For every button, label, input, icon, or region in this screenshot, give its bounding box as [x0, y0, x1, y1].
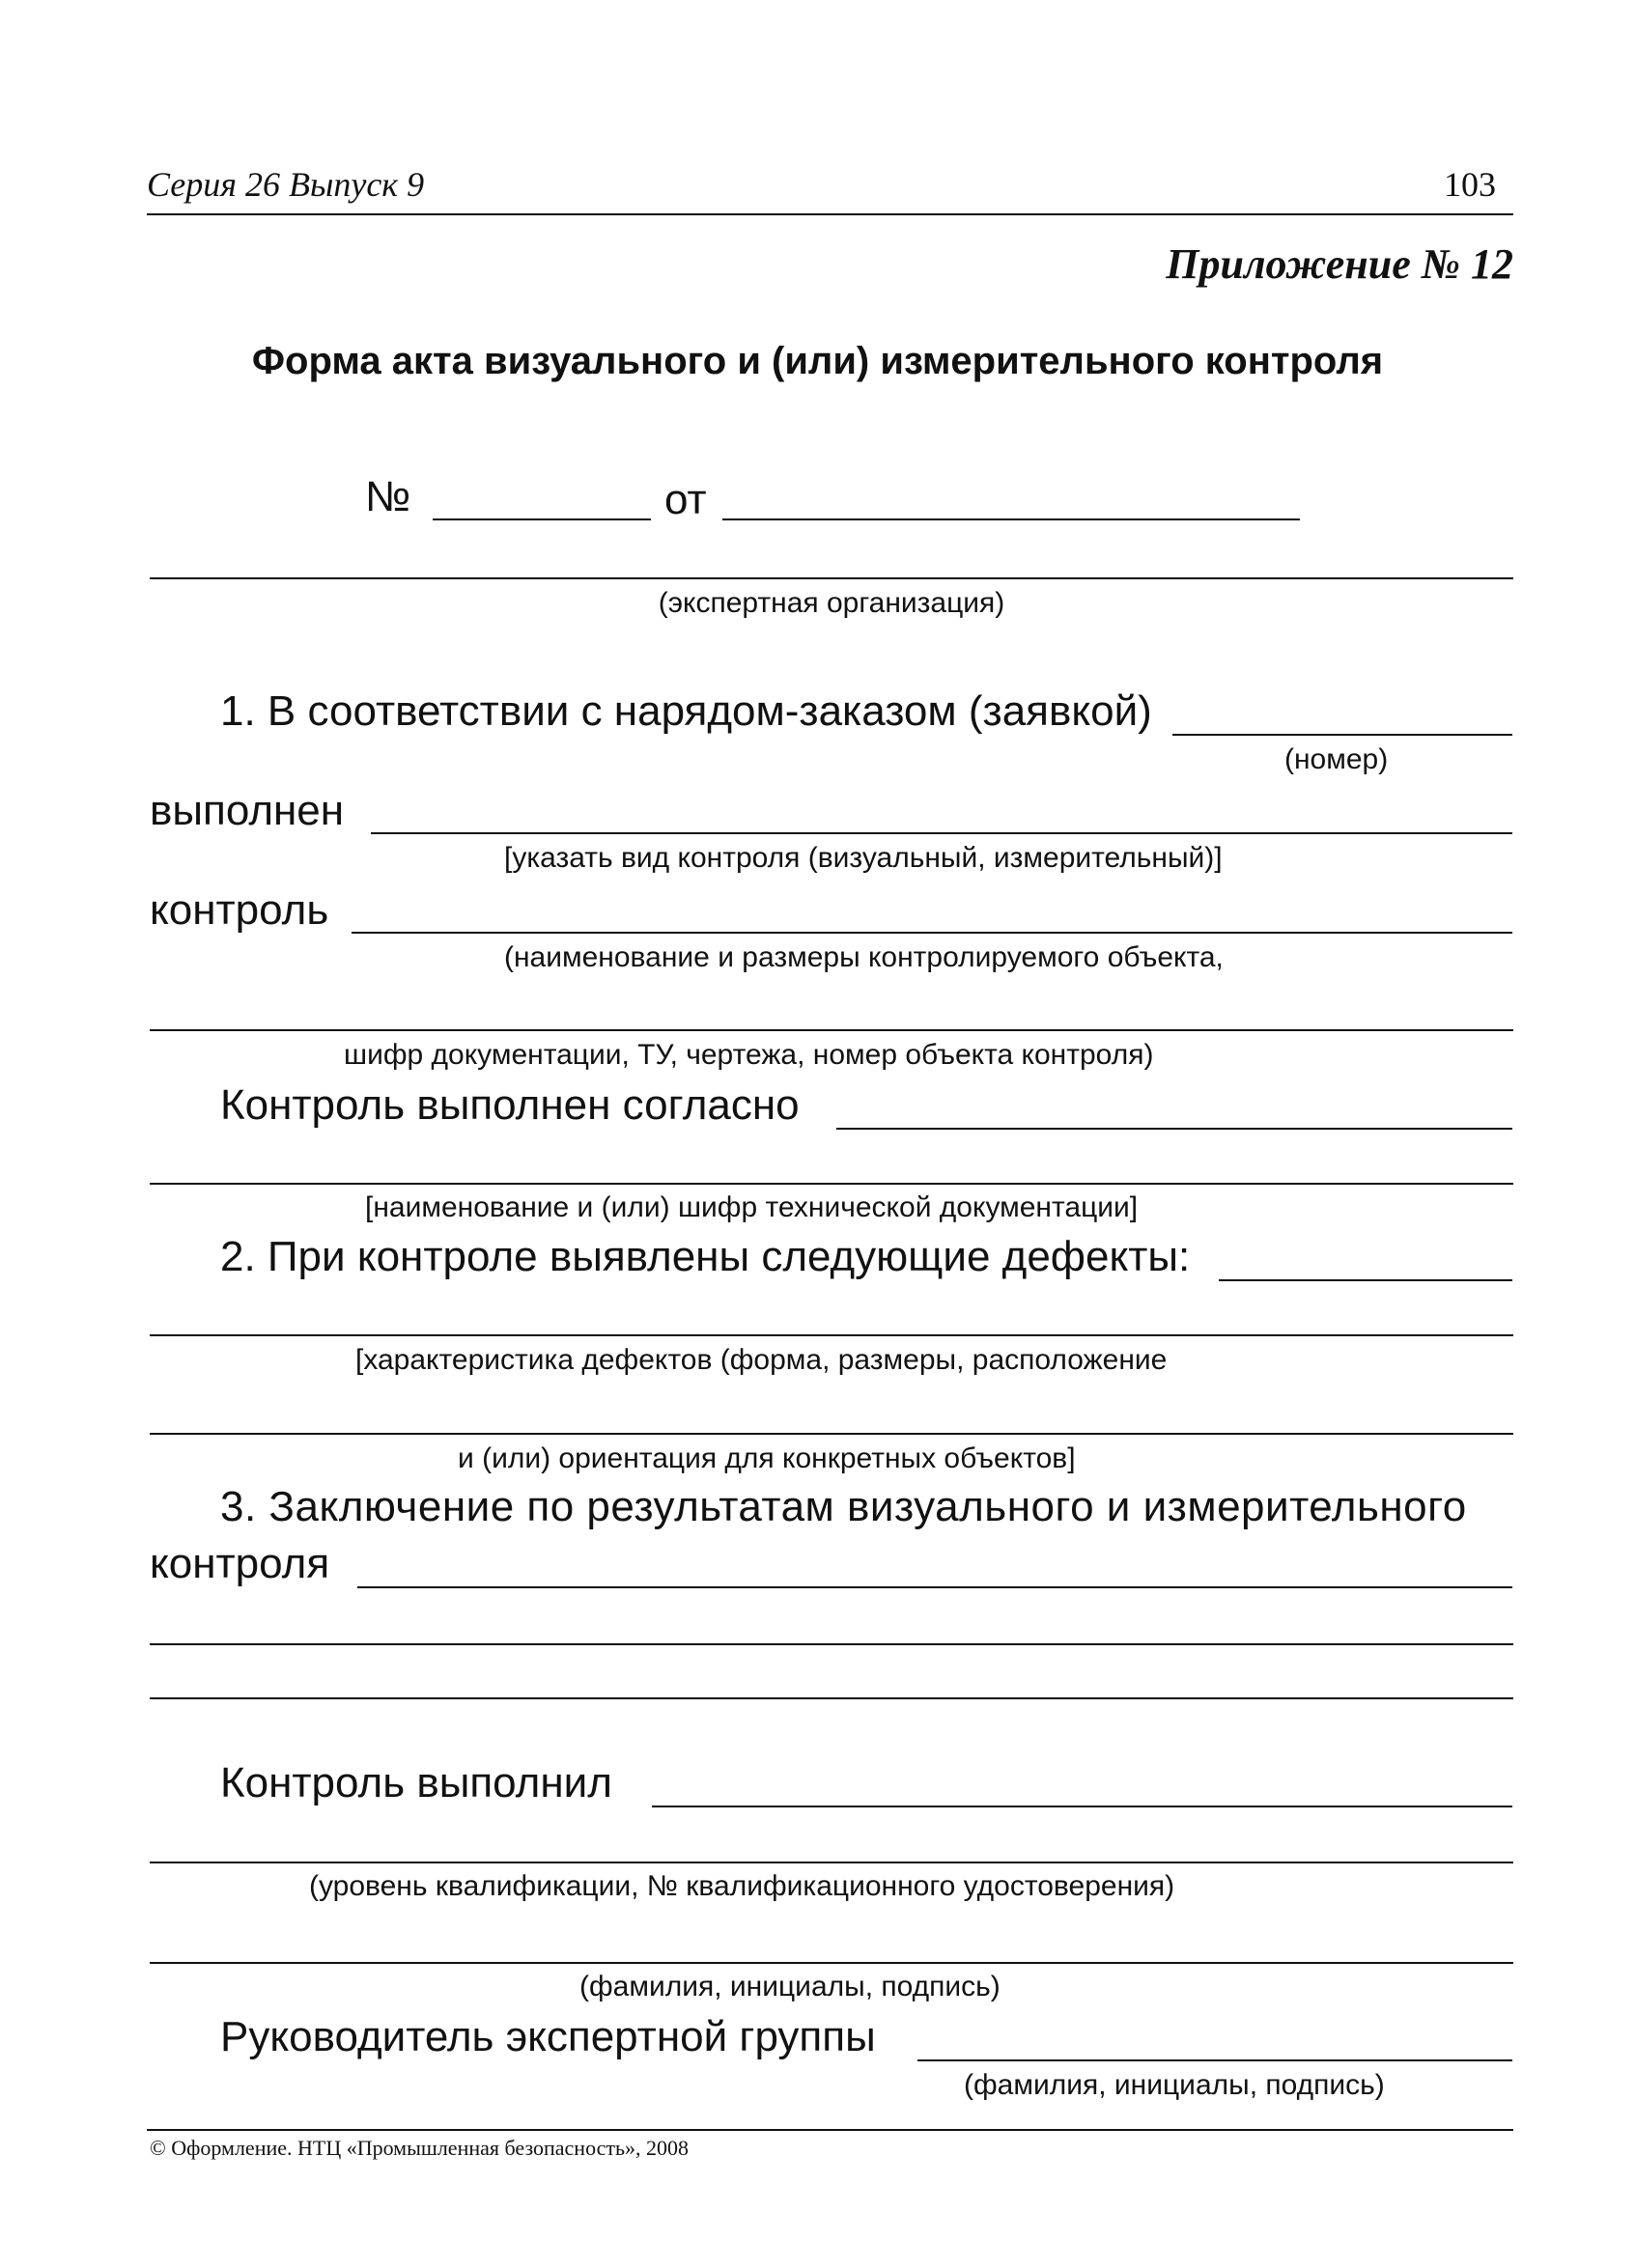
- expert-org-caption: (экспертная организация): [658, 587, 1005, 619]
- order-number-caption: (номер): [1284, 743, 1389, 775]
- conclusion-field-1[interactable]: [357, 1586, 1512, 1588]
- control-type-field[interactable]: [371, 832, 1512, 834]
- control-label: контроль: [150, 886, 329, 934]
- performer-signature-field[interactable]: [150, 1962, 1513, 1964]
- tech-doc-caption: [наименование и (или) шифр технической документации]: [365, 1191, 1139, 1223]
- performer-signature-caption: (фамилия, инициалы, подпись): [579, 1971, 1001, 2002]
- performed-by-field[interactable]: [652, 1806, 1512, 1807]
- page-number: 103: [1444, 165, 1496, 204]
- object-name-caption: (наименование и размеры контролируемого объекта,: [504, 941, 1224, 973]
- defects-caption-1: [характеристика дефектов (форма, размеры, расположение: [355, 1344, 1168, 1376]
- defects-field-3[interactable]: [150, 1433, 1513, 1435]
- form-title: Форма акта визуального и (или) измерительного контроля: [251, 340, 1384, 382]
- footer-rule: [147, 2129, 1513, 2131]
- performed-by-label: Контроль выполнил: [220, 1759, 612, 1806]
- expert-org-field[interactable]: [150, 577, 1513, 579]
- item3-continuation: контроля: [150, 1540, 330, 1587]
- object-cipher-caption: шифр документации, ТУ, чертежа, номер объекта контроля): [344, 1039, 1154, 1071]
- from-label: от: [664, 476, 707, 523]
- object-details-field[interactable]: [150, 1029, 1513, 1031]
- number-label: №: [365, 473, 411, 520]
- group-head-signature-caption: (фамилия, инициалы, подпись): [964, 2069, 1385, 2101]
- series-header: Серия 26 Выпуск 9: [147, 165, 425, 204]
- defects-caption-2: и (или) ориентация для конкретных объектов]: [458, 1442, 1076, 1474]
- control-type-caption: [указать вид контроля (визуальный, измерительный)]: [504, 842, 1223, 874]
- item3-text: 3. Заключение по результатам визуального и измерительного: [220, 1483, 1467, 1530]
- act-date-field[interactable]: [722, 518, 1300, 520]
- conclusion-field-2[interactable]: [150, 1643, 1513, 1645]
- group-head-label: Руководитель экспертной группы: [220, 2013, 876, 2060]
- control-object-field[interactable]: [352, 932, 1512, 934]
- defects-field-1[interactable]: [1219, 1279, 1512, 1281]
- performed-according-label: Контроль выполнен согласно: [220, 1081, 800, 1129]
- tech-doc-field-2[interactable]: [150, 1183, 1513, 1185]
- qualification-field[interactable]: [150, 1862, 1513, 1863]
- defects-field-2[interactable]: [150, 1334, 1513, 1336]
- performed-label: выполнен: [150, 787, 345, 834]
- act-number-field[interactable]: [433, 518, 651, 520]
- appendix-label: Приложение № 12: [1166, 240, 1513, 288]
- copyright-footer: © Оформление. НТЦ «Промышленная безопасность», 2008: [150, 2136, 690, 2160]
- qualification-caption: (уровень квалификации, № квалификационного удостоверения): [309, 1870, 1175, 1902]
- item1-text: 1. В соответствии с нарядом-заказом (заявкой): [220, 687, 1152, 735]
- tech-doc-field-1[interactable]: [836, 1128, 1512, 1130]
- item2-text: 2. При контроле выявлены следующие дефекты:: [220, 1233, 1191, 1280]
- group-head-field[interactable]: [917, 2059, 1512, 2061]
- order-number-field[interactable]: [1172, 734, 1512, 736]
- header-rule: [147, 213, 1513, 215]
- conclusion-field-3[interactable]: [150, 1697, 1513, 1699]
